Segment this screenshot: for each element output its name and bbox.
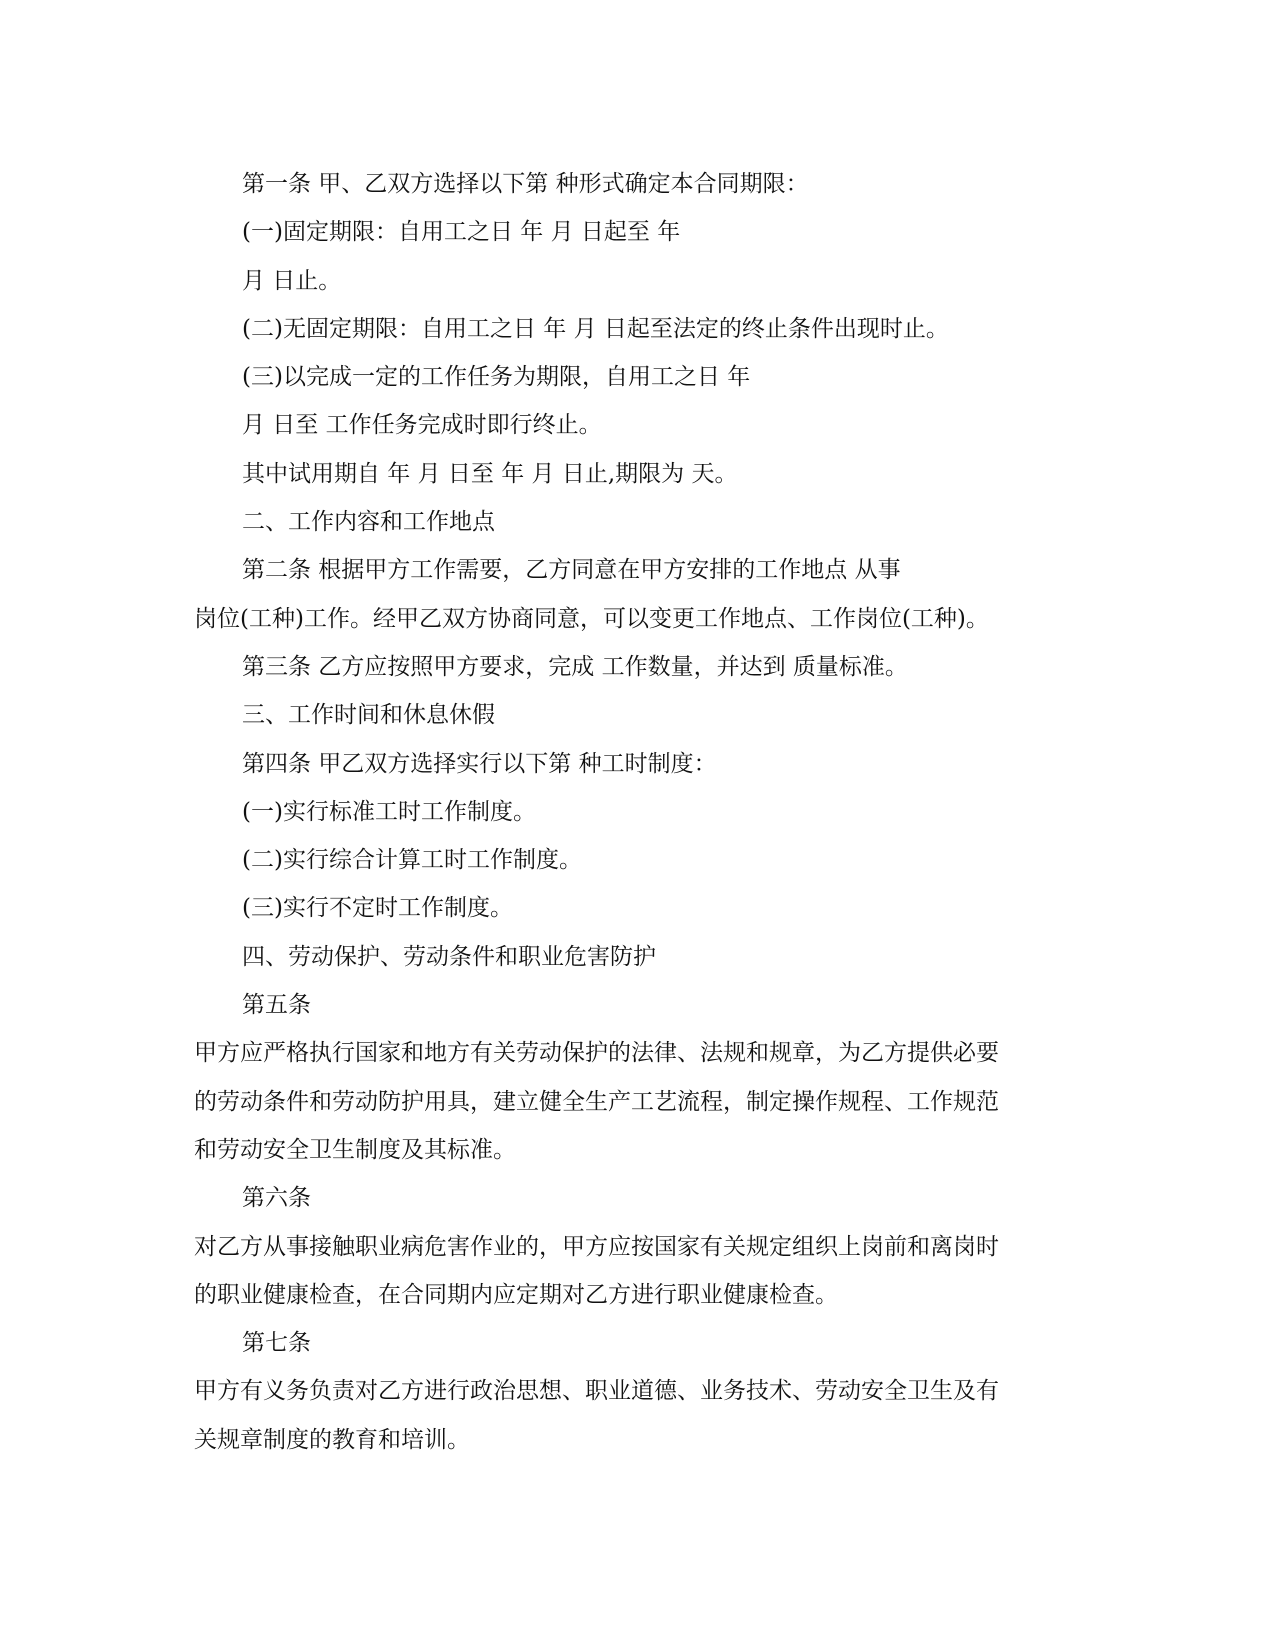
text-line: (二)无固定期限：自用工之日 年 月 日起至法定的终止条件出现时止。 <box>242 315 949 342</box>
text-line: 第二条 根据甲方工作需要，乙方同意在甲方安排的工作地点 从事 <box>242 557 901 584</box>
text-line: 和劳动安全卫生制度及其标准。 <box>194 1136 516 1163</box>
text-line: 甲方应严格执行国家和地方有关劳动保护的法律、法规和规章，为乙方提供必要 <box>194 1040 999 1067</box>
text-line: 的劳动条件和劳动防护用具，建立健全生产工艺流程，制定操作规程、工作规范 <box>194 1088 999 1115</box>
section-heading: 三、工作时间和休息休假 <box>242 702 495 729</box>
text-line: 岗位(工种)工作。经甲乙双方协商同意，可以变更工作地点、工作岗位(工种)。 <box>194 605 989 632</box>
text-line: 对乙方从事接触职业病危害作业的，甲方应按国家有关规定组织上岗前和离岗时 <box>194 1233 999 1260</box>
section-heading: 二、工作内容和工作地点 <box>242 509 495 536</box>
text-line: 的职业健康检查，在合同期内应定期对乙方进行职业健康检查。 <box>194 1281 838 1308</box>
text-line: 月 日至 工作任务完成时即行终止。 <box>242 412 602 439</box>
article-heading: 第六条 <box>242 1185 311 1212</box>
text-line: (三)以完成一定的工作任务为期限，自用工之日 年 <box>242 364 751 391</box>
text-line: 第三条 乙方应按照甲方要求，完成 工作数量，并达到 质量标准。 <box>242 653 908 680</box>
text-line: (二)实行综合计算工时工作制度。 <box>242 847 582 874</box>
text-line: 关规章制度的教育和培训。 <box>194 1426 470 1453</box>
text-line: (三)实行不定时工作制度。 <box>242 895 513 922</box>
text-line: 第四条 甲乙双方选择实行以下第 种工时制度： <box>242 750 717 777</box>
section-heading: 四、劳动保护、劳动条件和职业危害防护 <box>242 943 656 970</box>
article-heading: 第五条 <box>242 992 311 1019</box>
text-line: (一)固定期限：自用工之日 年 月 日起至 年 <box>242 219 681 246</box>
article-heading: 第七条 <box>242 1330 311 1357</box>
text-line: 甲方有义务负责对乙方进行政治思想、职业道德、业务技术、劳动安全卫生及有 <box>194 1378 999 1405</box>
text-line: 第一条 甲、乙双方选择以下第 种形式确定本合同期限： <box>242 171 809 197</box>
text-line: 其中试用期自 年 月 日至 年 月 日止,期限为 天。 <box>242 460 738 487</box>
document-body <box>194 160 1074 1464</box>
text-line: 月 日止。 <box>242 267 342 294</box>
text-line: (一)实行标准工时工作制度。 <box>242 798 536 825</box>
